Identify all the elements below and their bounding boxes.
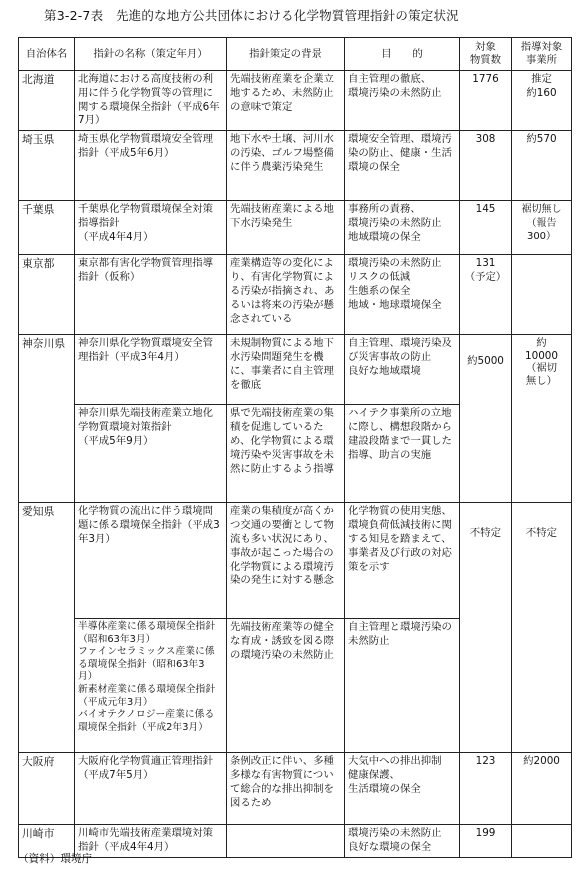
guideline-name-cell: 化学物質の流出に伴う環境問題に係る環境保全指針（平成3年3月） [75,503,227,619]
table-row [19,71,572,131]
table-row [19,335,572,405]
pref-cell: 神奈川県 [19,335,75,503]
facilities-cell [512,825,572,858]
header-facilities: 指導対象 事業所 [512,38,572,71]
facilities-cell: 約570 [512,131,572,201]
pref-cell: 大阪府 [19,753,75,825]
facilities-cell: 不特定 [512,503,572,753]
objective-cell: 環境汚染の未然防止 リスクの低減 生態系の保全 地域・地球環境保全 [345,255,460,335]
facilities-cell: 約2000 [512,753,572,825]
substances-cell: 308 [460,131,512,201]
substances-cell: 145 [460,201,512,255]
guideline-name-cell: 千葉県化学物質環境保全対策指導指針 （平成4年4月） [75,201,227,255]
guideline-name-cell: 埼玉県化学物質環境安全管理指針（平成5年6月） [75,131,227,201]
background-cell: 未規制物質による地下水汚染問題発生を機に、事業者に自主管理を徹底 [227,335,345,405]
background-cell: 地下水や土壌、河川水の汚染、ゴルフ場整備に伴う農薬汚染発生 [227,131,345,201]
objective-cell: 環境汚染の未然防止 良好な環境の保全 [345,825,460,858]
facilities-cell: 推定 約160 [512,71,572,131]
facilities-cell: 約 10000 （裾切 無し） [512,335,572,503]
guideline-table [18,37,572,858]
pref-cell: 千葉県 [19,201,75,255]
table-row [19,131,572,201]
header-row [19,38,572,71]
background-cell: 県で先端技術産業の集積を促進しているため、化学物質による環境汚染や災害事故を未然に防止するよう指導 [227,405,345,503]
objective-cell: 環境安全管理、環境汚染の防止、健康・生活環境の保全 [345,131,460,201]
pref-cell: 川崎市 [19,825,75,858]
substances-cell: 1776 [460,71,512,131]
pref-cell: 東京都 [19,255,75,335]
substances-cell: 131 （予定） [460,255,512,335]
table-row [19,503,572,619]
background-cell: 産業構造等の変化により、有害化学物質による汚染が指摘され、あるいは将来の汚染が懸念されている [227,255,345,335]
guideline-name-cell: 大阪府化学物質適正管理指針（平成7年5月） [75,753,227,825]
substances-cell: 約5000 [460,335,512,503]
facilities-cell: 裾切無し （報告300） [512,201,572,255]
guideline-name-cell: 東京都有害化学物質管理指導指針（仮称） [75,255,227,335]
table-title: 第3-2-7表 先進的な地方公共団体における化学物質管理指針の策定状況 [44,8,459,23]
background-cell: 条例改正に伴い、多種多様な有害物質について総合的な排出抑制を図るため [227,753,345,825]
facilities-cell [512,255,572,335]
objective-cell: ハイテク事業所の立地に際し、構想段階から建設段階まで一貫した指導、助言の実施 [345,405,460,503]
header-background: 指針策定の背景 [227,38,345,71]
background-cell: 先端技術産業を企業立地するため、未然防止の意味で策定 [227,71,345,131]
background-cell: 産業の集積度が高くかつ交通の要衝として物流も多い状況にあり、事故が起こった場合の化学物質による環境汚染の発生に対する懸念 [227,503,345,619]
table-row [19,255,572,335]
objective-cell: 大気中への排出抑制 健康保護、 生活環境の保全 [345,753,460,825]
table-row [19,825,572,858]
table-row [19,753,572,825]
pref-cell: 愛知県 [19,503,75,753]
substances-cell: 123 [460,753,512,825]
guideline-name-cell: 川崎市先端技術産業環境対策指針（平成4年4月） [75,825,227,858]
substances-cell: 199 [460,825,512,858]
header-substances: 対象 物質数 [460,38,512,71]
table-row [19,201,572,255]
background-cell: 先端技術産業等の健全な育成・誘致を図る際の環境汚染の未然防止 [227,619,345,753]
substances-cell: 不特定 [460,503,512,753]
guideline-name-cell: 神奈川県化学物質環境安全管理指針（平成3年4月） [75,335,227,405]
guideline-name-cell: 半導体産業に係る環境保全指針 （昭和63年3月） ファインセラミックス産業に係る環境保全指針（昭和63年3月） 新素材産業に係る環境保全指針 （平成元年3月） バイオテクノロジー産業に係る環境保全指針（平成2年3月） [75,619,227,753]
pref-cell: 埼玉県 [19,131,75,201]
background-cell: 先端技術産業による地下水汚染発生 [227,201,345,255]
guideline-name-cell: 神奈川県先端技術産業立地化学物質環境対策指針 （平成5年9月） [75,405,227,503]
header-objective: 目 的 [345,38,460,71]
objective-cell: 自主管理と環境汚染の未然防止 [345,619,460,753]
background-cell [227,825,345,858]
objective-cell: 化学物質の使用実態、環境負荷低減技術に関する知見を踏まえて、事業者及び行政の対応策を示す [345,503,460,619]
objective-cell: 事務所の責務、 環境汚染の未然防止 地域環境の保全 [345,201,460,255]
guideline-name-cell: 北海道における高度技術の利用に伴う化学物質等の管理に関する環境保全指針（平成6年7月） [75,71,227,131]
objective-cell: 自主管理、環境汚染及び災害事故の防止 良好な地域環境 [345,335,460,405]
objective-cell: 自主管理の徹底、 環境汚染の未然防止 [345,71,460,131]
source-note: （資料）環境庁 [18,853,93,865]
pref-cell: 北海道 [19,71,75,131]
header-pref: 自治体名 [19,38,75,71]
header-name: 指針の名称（策定年月） [75,38,227,71]
